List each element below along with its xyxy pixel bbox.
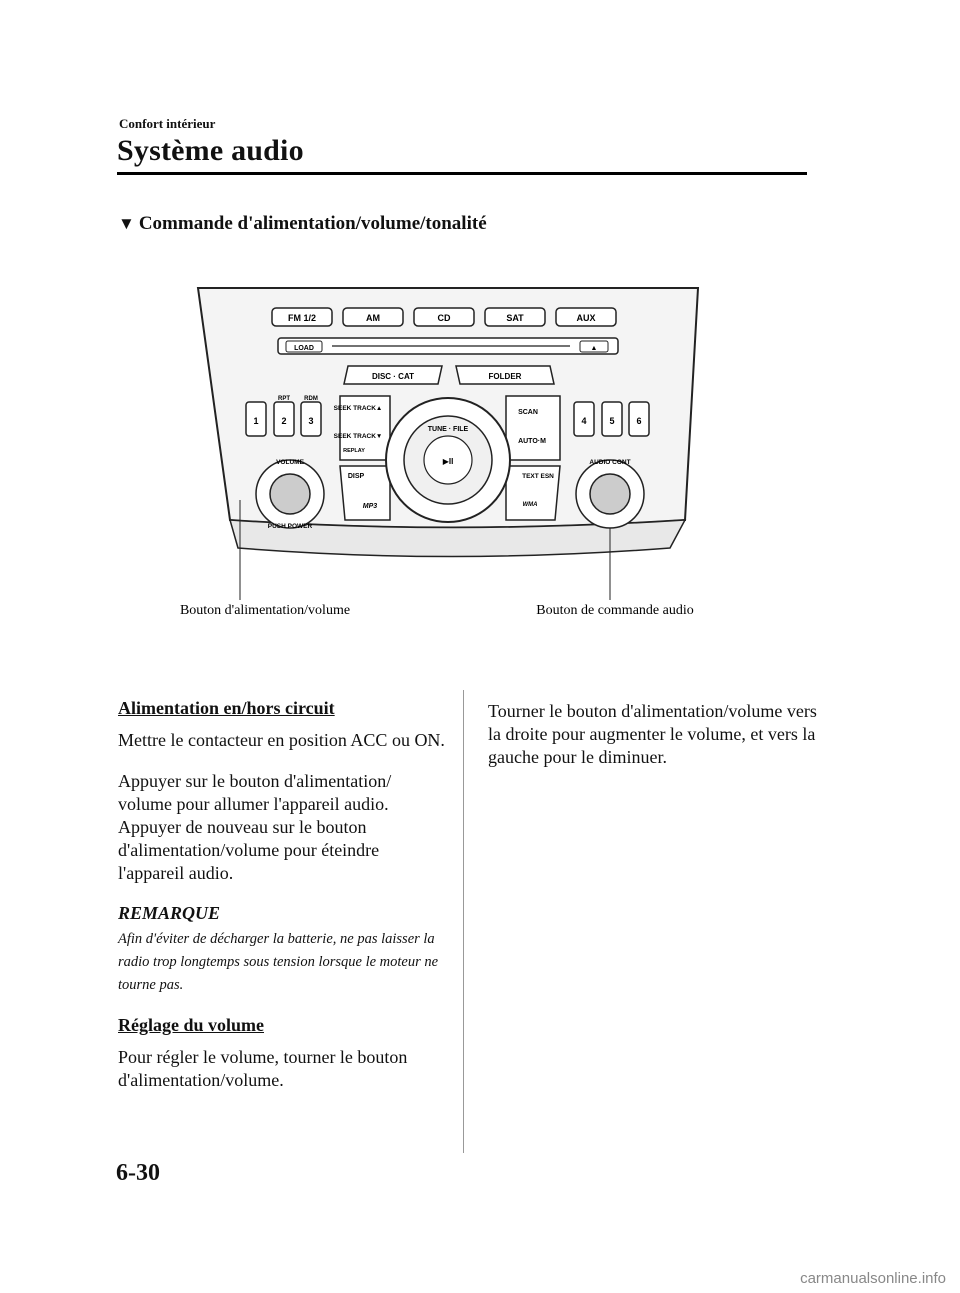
- cd-label: CD: [437, 313, 451, 323]
- disc-cat-label: DISC · CAT: [371, 372, 415, 381]
- aux-label: AUX: [576, 313, 596, 323]
- rdm-label: RDM: [304, 396, 318, 402]
- sub-heading-text: Commande d'alimentation/volume/tonalité: [138, 213, 487, 234]
- fm-label: FM 1/2: [287, 313, 317, 323]
- top-buttons: [272, 308, 616, 326]
- note-text: Afin d'éviter de décharger la batterie, ne pas laisser la radio trop longtemps sous tension lorsque le moteur ne tourne pas.: [118, 931, 439, 993]
- section-label: Confort intérieur: [119, 116, 216, 131]
- play-pause-icon: ▶II: [442, 457, 454, 466]
- volume-knob: [270, 474, 310, 514]
- disp-label: DISP: [347, 473, 365, 480]
- wma-label: WMA: [522, 502, 538, 508]
- seek-up-label: SEEK TRACK▲: [333, 405, 383, 412]
- folder-label: FOLDER: [488, 372, 522, 381]
- audio-unit-diagram: [150, 280, 770, 640]
- eject-icon: ▲: [590, 345, 598, 352]
- note-title: REMARQUE: [118, 903, 221, 923]
- heading-power: Alimentation en/hors circuit: [118, 698, 335, 718]
- para-volume: Pour régler le volume, tourner le bouton d'alimentation/volume.: [118, 1047, 408, 1090]
- watermark: carmanualsonline.info: [800, 1270, 946, 1287]
- preset-1-label: 1: [253, 416, 259, 426]
- scan-label: SCAN: [518, 409, 538, 416]
- load-label: LOAD: [294, 345, 314, 352]
- page-number: 6-30: [116, 1160, 160, 1186]
- column-divider: [463, 690, 464, 1153]
- heading-volume: Réglage du volume: [118, 1015, 264, 1035]
- mp3-label: MP3: [362, 503, 378, 510]
- text-esn-label: TEXT ESN: [522, 473, 554, 480]
- push-power-label: PUSH POWER: [267, 523, 313, 530]
- audio-cont-knob: [590, 474, 630, 514]
- auto-m-label: AUTO·M: [518, 438, 546, 445]
- chapter-title: Système audio: [117, 134, 304, 167]
- am-label: AM: [366, 313, 380, 323]
- volume-label: VOLUME: [276, 459, 304, 466]
- preset-2-label: 2: [281, 416, 287, 426]
- preset-4-label: 4: [581, 416, 587, 426]
- preset-5-label: 5: [609, 416, 615, 426]
- para-turn: Tourner le bouton d'alimentation/volume vers la droite pour augmenter le volume, et vers la gauche pour le diminuer.: [488, 701, 817, 767]
- left-column: [118, 698, 448, 1110]
- sub-heading: [118, 213, 487, 235]
- replay-label: REPLAY: [343, 448, 365, 454]
- callout-left: Bouton d'alimentation/volume: [179, 603, 351, 618]
- right-column: [488, 700, 818, 787]
- para-acc: Mettre le contacteur en position ACC ou ON.: [118, 730, 445, 750]
- header-rule: [117, 172, 807, 175]
- sat-label: SAT: [506, 313, 524, 323]
- callout-right: Bouton de commande audio: [536, 603, 694, 618]
- triangle-down-icon: ▼: [118, 214, 135, 233]
- tune-file-label: TUNE · FILE: [427, 426, 469, 433]
- preset-6-label: 6: [636, 416, 642, 426]
- rpt-label: RPT: [278, 396, 290, 402]
- seek-down-label: SEEK TRACK▼: [333, 433, 383, 440]
- preset-3-label: 3: [308, 416, 314, 426]
- audio-cont-label: AUDIO CONT: [589, 459, 631, 466]
- scan-block: [506, 396, 560, 460]
- para-power: Appuyer sur le bouton d'alimentation/ volume pour allumer l'appareil audio. Appuyer de nouveau sur le bouton d'alimentation/volume pour éteindre l'appareil audio.: [118, 771, 392, 883]
